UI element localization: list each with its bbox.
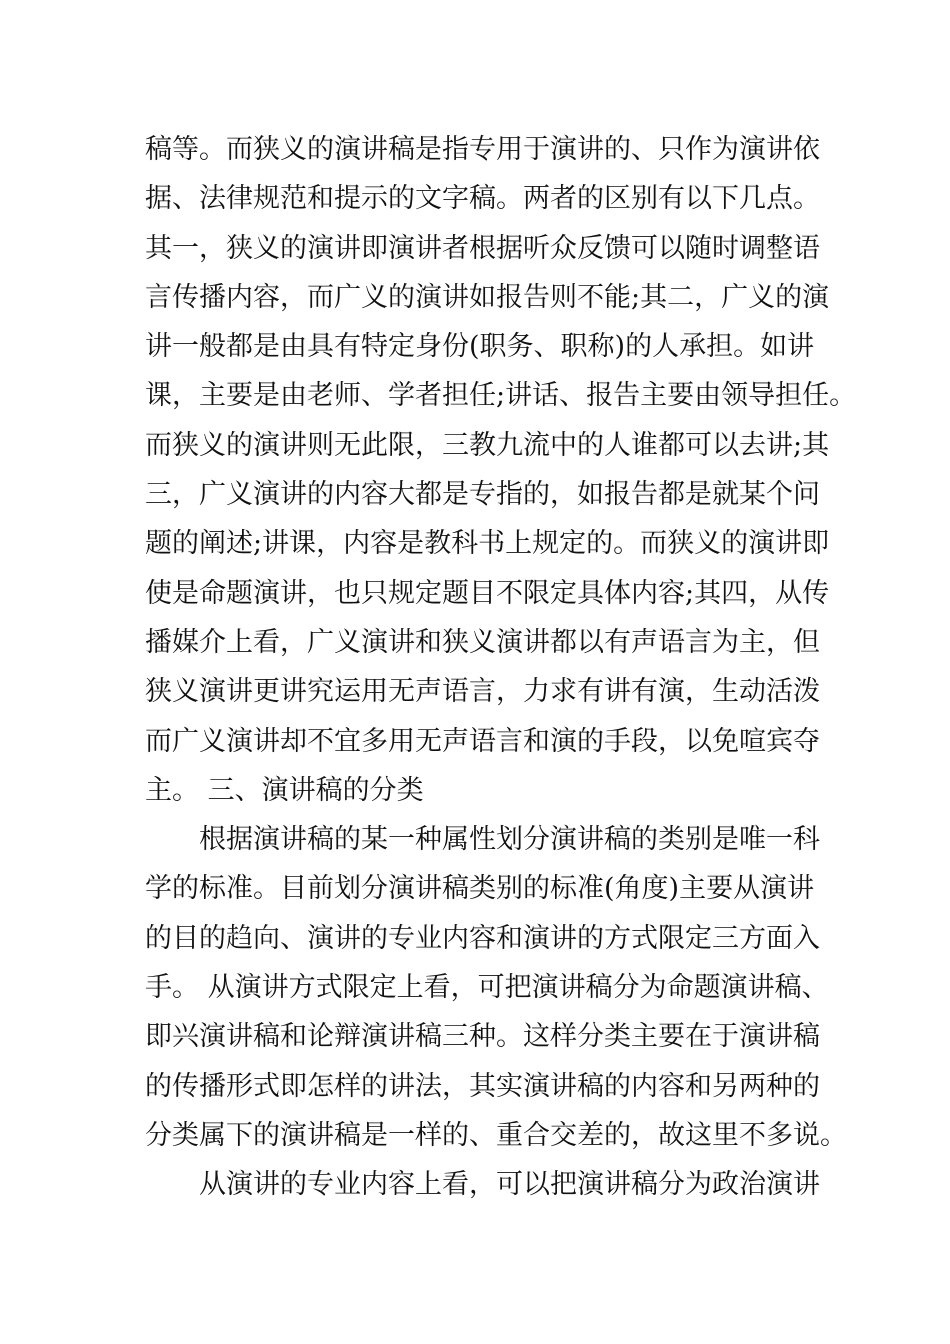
text-line: 而狭义的演讲则无此限，三教九流中的人谁都可以去讲;其 [145, 429, 830, 461]
body-text [145, 125, 857, 1210]
text-line: 言传播内容，而广义的演讲如报告则不能;其二，广义的演 [145, 281, 830, 313]
paragraph-start-line: 根据演讲稿的某一种属性划分演讲稿的类别是唯一科 [199, 824, 820, 856]
text-line: 其一，狭义的演讲即演讲者根据听众反馈可以随时调整语 [145, 232, 820, 264]
paragraph-start-line: 从演讲的专业内容上看，可以把演讲稿分为政治演讲 [199, 1169, 820, 1201]
text-line: 播媒介上看，广义演讲和狭义演讲都以有声语言为主，但 [145, 626, 820, 658]
text-line: 使是命题演讲，也只规定题目不限定具体内容;其四，从传 [145, 577, 830, 609]
text-line: 题的阐述;讲课，内容是教科书上规定的。而狭义的演讲即 [145, 528, 830, 560]
text-line: 三，广义演讲的内容大都是专指的，如报告都是就某个问 [145, 479, 820, 511]
text-line: 课，主要是由老师、学者担任;讲话、报告主要由领导担任。 [145, 380, 857, 412]
text-line: 的目的趋向、演讲的专业内容和演讲的方式限定三方面入 [145, 922, 820, 954]
text-line: 讲一般都是由具有特定身份(职务、职称)的人承担。如讲 [145, 331, 815, 363]
text-line: 稿等。而狭义的演讲稿是指专用于演讲的、只作为演讲依 [145, 134, 820, 165]
section-heading-line: 主。 三、演讲稿的分类 [145, 774, 424, 806]
text-line: 即兴演讲稿和论辩演讲稿三种。这样分类主要在于演讲稿 [145, 1021, 820, 1053]
text-line: 分类属下的演讲稿是一样的、重合交差的，故这里不多说。 [145, 1119, 847, 1151]
text-line: 而广义演讲却不宜多用无声语言和演的手段，以免喧宾夺 [145, 725, 820, 757]
text-line: 据、法律规范和提示的文字稿。两者的区别有以下几点。 [145, 183, 820, 215]
text-line: 的传播形式即怎样的讲法，其实演讲稿的内容和另两种的 [145, 1070, 820, 1102]
text-line: 手。 从演讲方式限定上看，可把演讲稿分为命题演讲稿、 [145, 972, 829, 1004]
text-line: 狭义演讲更讲究运用无声语言，力求有讲有演，生动活泼 [145, 676, 820, 708]
text-line: 学的标准。目前划分演讲稿类别的标准(角度)主要从演讲 [145, 873, 815, 905]
